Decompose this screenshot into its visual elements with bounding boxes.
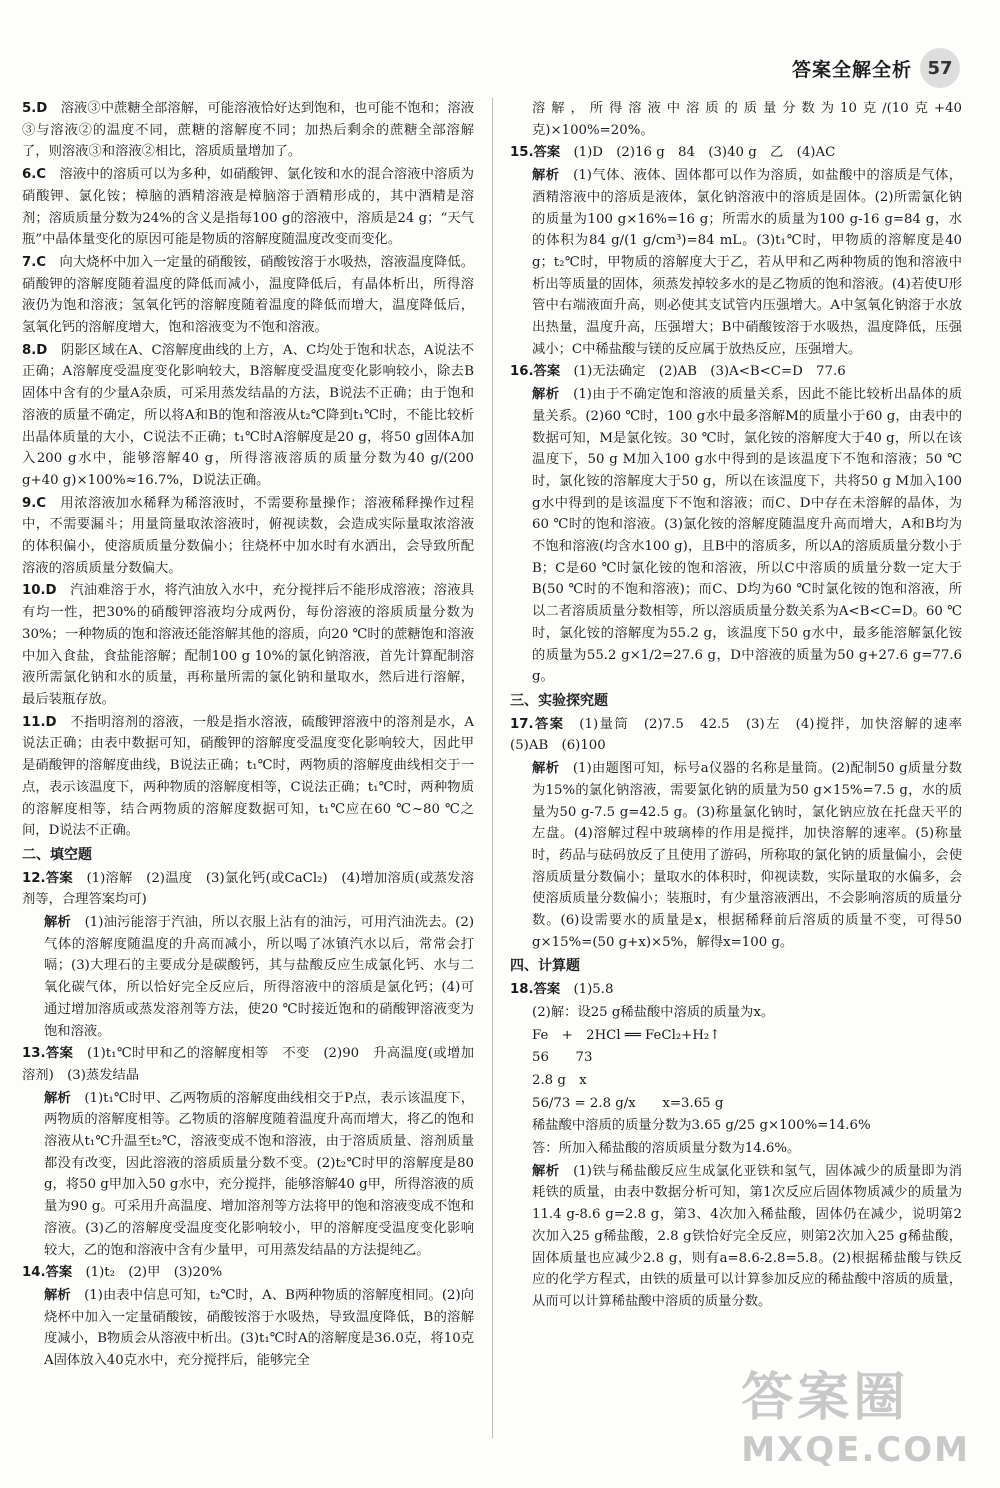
item-number: 17.答案 [510, 716, 565, 732]
left-column [22, 98, 474, 1373]
item-number: 解析 [532, 168, 560, 184]
answer-item [22, 1088, 474, 1262]
item-number: 解析 [44, 915, 72, 931]
answer-item [510, 1161, 962, 1313]
watermark-logo: 答案圈 [741, 1368, 910, 1428]
answer-continuation [510, 1115, 962, 1137]
section-heading: 四、计算题 [510, 958, 580, 975]
answer-continuation [510, 1047, 962, 1069]
answer-item [510, 979, 962, 1001]
answer-item [22, 1043, 474, 1086]
answer-continuation [510, 1138, 962, 1160]
item-text: (1)由于不确定饱和溶液的质量关系，因此不能比较析出晶体的质量关系。(2)60 ℃时，100 g水中最多溶解M的质量小于60 g，由表中的数据可知，M是氯化铵。30 ℃时，氯化铵的溶解度大于40 g，所以在该温度下，50 g M加入100 g水中得到的是该温度下不饱和溶液；50 ℃时，氯化铵的溶解度大于50 g，所以在该温度下，共将50 g M加入100 g水中得到的是该温度下不饱和溶液；而C、D中存在未溶解的晶体，为60 ℃时的饱和溶液。(3)氯化铵的溶解度随温度升高而增大，A和B均为不饱和溶液(均含水100 g)，且B中的溶质多，所以A的溶质质量分数小于B；C是60 ℃时氯化铵的饱和溶液，所以C中溶质的质量分数一定大于B(50 ℃时的不饱和溶液)；而C、D均为60 ℃时氯化铵的饱和溶液，所以二者溶质质量分数相等，所以溶质质量分数关系为A<B<C=D。60 ℃时，氯化铵的溶解度为55.2 g，该温度下50 g水中，最多能溶解氯化铵的质量为55.2 g×1/2=27.6 g，D中溶液的质量为50 g+27.6 g=77.6 g。 [532, 387, 963, 685]
item-number: 13.答案 [22, 1046, 74, 1062]
section-heading: 二、填空题 [22, 846, 92, 863]
item-text: 答：所加入稀盐酸的溶质质量分数为14.6%。 [532, 1141, 801, 1157]
item-text: (1)量筒 (2)7.5 42.5 (3)左 (4)搅拌，加快溶解的速率 (5)AB (6)100 [510, 716, 976, 754]
item-number: 5.D [22, 101, 48, 116]
item-text: 不指明溶剂的溶液，一般是指水溶液，硫酸钾溶液中的溶剂是水，A说法正确；由表中数据可知，硝酸钾的溶解度受温度变化影响较大，因此甲是硝酸钾的溶解度曲线，B说法正确；t₁℃时，两物质的溶解度曲线相交于一点，表示该温度下，两种物质的溶解度相等，C说法正确；t₁℃时，两种物质的溶解度相等，结合两物质的溶解度数据可知，t₁℃应在60 ℃~80 ℃之间，D说法不正确。 [22, 714, 474, 839]
item-text: 阴影区域在A、C溶解度曲线的上方，A、C均处于饱和状态，A说法不正确；A溶解度受温度变化影响较大，B溶解度受温度变化影响较小，除去B固体中含有的少量A杂质，可采用蒸发结晶的方法，B说法不正确；由于饱和溶液的质量不确定，所以将A和B的饱和溶液从t₂℃降到t₁℃时，不能比较析出晶体质量的大小，C说法不正确；t₁℃时A溶解度是20 g，将50 g固体A加入200 g水中，能够溶解40 g，所得溶液溶质的质量分数为40 g/(200 g+40 g)×100%≈16.7%，D说法正确。 [22, 342, 475, 488]
answer-continuation [510, 98, 962, 141]
answer-item [510, 384, 962, 688]
item-text: (1)油污能溶于汽油，所以衣服上沾有的油污，可用汽油洗去。(2)气体的溶解度随温度的升高而减小，所以喝了冰镇汽水以后，常常会打嗝；(3)大理石的主要成分是碳酸钙，其与盐酸反应生成氯化钙、水与二氧化碳气体，所以恰好完全反应后，所得溶液中的溶质是氯化钙；(4)可通过增加溶质或蒸发溶剂等方法，使20 ℃时接近饱和的硝酸钾溶液变为饱和溶液。 [44, 915, 475, 1039]
item-text: 56/73 = 2.8 g/x x=3.65 g [532, 1095, 724, 1111]
item-text: 溶液③中蔗糖全部溶解，可能溶液恰好达到饱和，也可能不饱和；溶液③与溶液②的温度不同，蔗糖的溶解度不同；加热后剩余的蔗糖全部溶解了，则溶液③和溶液②相比，溶质质量增加了。 [22, 101, 475, 160]
item-text: 用浓溶液加水稀释为稀溶液时，不需要称量操作；溶液稀释操作过程中，不需要漏斗；用量筒量取浓溶液时，俯视读数，会造成实际量取浓溶液的体积偏小，使溶质质量分数偏小；往烧杯中加水时有水洒出，会导致所配溶液的溶质质量分数偏大。 [22, 495, 474, 576]
column-divider [492, 98, 493, 1438]
watermark-url: MXQE.COM [741, 1430, 970, 1470]
item-number: 10.D [22, 583, 57, 599]
item-text: 稀盐酸中溶质的质量分数为3.65 g/25 g×100%=14.6% [532, 1118, 871, 1134]
item-number: 7.C [22, 254, 47, 270]
item-text: 56 73 [532, 1050, 593, 1066]
answer-item [22, 1285, 474, 1372]
answer-continuation [510, 1093, 962, 1115]
answer-item [22, 252, 474, 339]
answer-item [22, 98, 474, 163]
item-text: 溶解，所得溶液中溶质的质量分数为10克/(10克+40克)×100%=20%。 [532, 101, 962, 138]
item-number: 解析 [532, 761, 560, 777]
answer-continuation [510, 1002, 962, 1024]
item-text: 2.8 g x [532, 1072, 587, 1088]
item-text: (1)气体、液体、固体都可以作为溶质，如盐酸中的溶质是气体，酒精溶液中的溶质是液体，氯化钠溶液中的溶质是固体。(2)所需氯化钠的质量为100 g×16%=16 g；所需水的质量为100 g-16 g=84 g，水的体积为84 g/(1 g/cm³)=84 mL。(3)t₁℃时，甲物质的溶解度是40 g；t₂℃时，甲物质的溶解度大于乙，若从甲和乙两种物质的饱和溶液中析出等质量的固体，须蒸发掉较多水的是乙物质的饱和溶液。(4)若使U形管中右端液面升高，则必使其支试管内压强增大。A中氢氧化钠溶于水放出热量，温度升高，压强增大；B中硝酸铵溶于水吸热，温度降低，压强减小；C中稀盐酸与镁的反应属于放热反应，压强增大。 [532, 168, 963, 357]
item-number: 18.答案 [510, 982, 561, 998]
answer-item [510, 142, 962, 164]
item-number: 9.C [22, 495, 47, 511]
item-number: 解析 [44, 1090, 71, 1106]
answer-item [510, 361, 962, 383]
item-number: 16.答案 [510, 364, 561, 380]
right-column [510, 98, 976, 1314]
item-number: 11.D [22, 714, 57, 730]
item-text: 向大烧杯中加入一定量的硝酸铵，硝酸铵溶于水吸热，溶液温度降低。硝酸钾的溶解度随着温度的降低而减小，温度降低后，有晶体析出，所得溶液仍为饱和溶液；氢氧化钙的溶解度随着温度的降低而增大，温度降低后，氢氧化钙的溶解度增大，饱和溶液变为不饱和溶液。 [22, 254, 475, 336]
item-text: 溶液中的溶质可以为多种，如硝酸钾、氯化铵和水的混合溶液中溶质为硝酸钾、氯化铵；樟脑的酒精溶液是樟脑溶于酒精形成的，其中酒精是溶剂；溶质质量分数为24%的含义是指每100 g的溶液中，溶质是24 g；“天气瓶”中晶体量变化的原因可能是物质的溶解度随温度改变而变化。 [22, 167, 475, 248]
item-number: 解析 [532, 1163, 560, 1179]
answer-item [22, 912, 474, 1042]
item-text: (1)5.8 [573, 982, 614, 998]
page-number: 57 [920, 48, 960, 88]
section-heading: 三、实验探究题 [510, 692, 608, 709]
item-text: (1)t₁℃时甲、乙两物质的溶解度曲线相交于P点，表示该温度下，两物质的溶解度相等。乙物质的溶解度随着温度升高而增大，将乙的饱和溶液从t₁℃升温至t₂℃，溶液变成不饱和溶液，由于溶质质量、溶剂质量都没有改变，因此溶液的溶质质量分数不变。(2)t₂℃时甲的溶解度是80 g，将50 g甲加入50 g水中，充分搅拌，能够溶解40 g甲，所得溶液的质量为90 g。可采用升高温度、增加溶剂等方法将甲的饱和溶液变成不饱和溶液。(3)乙的溶解度受温度变化影响较小，甲的溶解度受温度变化影响较大，乙的饱和溶液中含有少量甲，可用蒸发结晶的方法提纯乙。 [44, 1090, 475, 1258]
answer-continuation [510, 1070, 962, 1092]
answer-item [510, 758, 962, 953]
item-number: 12.答案 [22, 870, 73, 886]
item-text: (1)铁与稀盐酸反应生成氯化亚铁和氢气，固体减少的质量即为消耗铁的质量，由表中数据分析可知，第1次反应后固体物质减少的质量为11.4 g-8.6 g=2.8 g，第3、4次加入稀盐酸，固体仍在减少，说明第2次加入25 g稀盐酸，2.8 g铁恰好完全反应，则第2次加入25 g稀盐酸，固体质量也应减少2.8 g，则有a=8.6-2.8=5.8。(2)根据稀盐酸与铁反应的化学方程式，由铁的质量可以计算参加反应的稀盐酸中溶质的质量，从而可以计算稀盐酸中溶质的质量分数。 [532, 1163, 963, 1309]
page-header [792, 48, 960, 88]
answer-item [510, 714, 976, 757]
answer-item [22, 164, 474, 251]
item-number: 14.答案 [22, 1265, 73, 1281]
item-text: (1)t₂ (2)甲 (3)20% [85, 1265, 223, 1281]
item-number: 解析 [532, 387, 560, 403]
answer-item [22, 580, 474, 710]
item-text: 汽油难溶于水，将汽油放入水中，充分搅拌后不能形成溶液；溶液具有均一性，把30%的硝酸钾溶液均分成两份，每份溶液的溶质质量分数为30%；一种物质的饱和溶液还能溶解其他的溶质，向20 ℃时的蔗糖饱和溶液中加入食盐，食盐能溶解；配制100 g 10%的氯化钠溶液，首先计算配制溶液所需氯化钠和水的质量，再称量所需的氯化钠和量取水，然后进行溶解，最后装瓶存放。 [22, 583, 475, 707]
answer-item [510, 165, 962, 360]
item-text: Fe + 2HCl ══ FeCl₂+H₂↑ [532, 1027, 721, 1043]
item-text: (1)由题图可知，标号a仪器的名称是量筒。(2)配制50 g质量分数为15%的氯化钠溶液，需要氯化钠的质量为50 g×15%=7.5 g，水的质量为50 g-7.5 g=42.5 g。(3)称量氯化钠时，氯化钠应放在托盘天平的左盘。(4)溶解过程中玻璃棒的作用是搅拌，加快溶解的速率。(5)称量时，药品与砝码放反了且使用了游码，所称取的氯化钠的质量偏小，会使溶质质量分数偏小；量取水的体积时，仰视读数，实际量取的水偏多，会使溶质质量分数偏小；装瓶时，有少量溶液洒出，不会影响溶质的质量分数。(6)设需要水的质量是x，根据稀释前后溶质的质量不变，可得50 g×15%=(50 g+x)×5%，解得x=100 g。 [532, 761, 963, 950]
answer-item [22, 712, 474, 842]
item-text: (1)由表中信息可知，t₂℃时，A、B两种物质的溶解度相同。(2)向烧杯中加入一定量硝酸铵，硝酸铵溶于水吸热，导致温度降低，B的溶解度减小，B物质会从溶液中析出。(3)t₁℃时A的溶解度是36.0克，将10克A固体放入40克水中，充分搅拌后，能够完全 [44, 1287, 475, 1369]
item-number: 解析 [44, 1287, 71, 1303]
answer-continuation [510, 1025, 962, 1047]
item-text: (1)溶解 (2)温度 (3)氯化钙(或CaCl₂) (4)增加溶质(或蒸发溶剂等，合理答案均可) [22, 870, 474, 908]
item-text: (2)解：设25 g稀盐酸中溶质的质量为x。 [532, 1004, 775, 1020]
answer-item [22, 1262, 474, 1284]
item-number: 15.答案 [510, 145, 561, 161]
header-title: 答案全解全析 [791, 58, 912, 81]
item-text: (1)无法确定 (2)AB (3)A<B<C=D 77.6 [573, 364, 846, 380]
watermark [741, 1355, 970, 1470]
answer-item [22, 493, 474, 580]
answer-item [22, 868, 474, 911]
answer-item [22, 340, 474, 492]
item-text: (1)D (2)16 g 84 (3)40 g 乙 (4)AC [573, 145, 836, 161]
item-number: 8.D [22, 342, 48, 358]
item-number: 6.C [22, 167, 47, 183]
item-text: (1)t₁℃时甲和乙的溶解度相等 不变 (2)90 升高温度(或增加溶剂) (3)蒸发结晶 [22, 1046, 475, 1083]
